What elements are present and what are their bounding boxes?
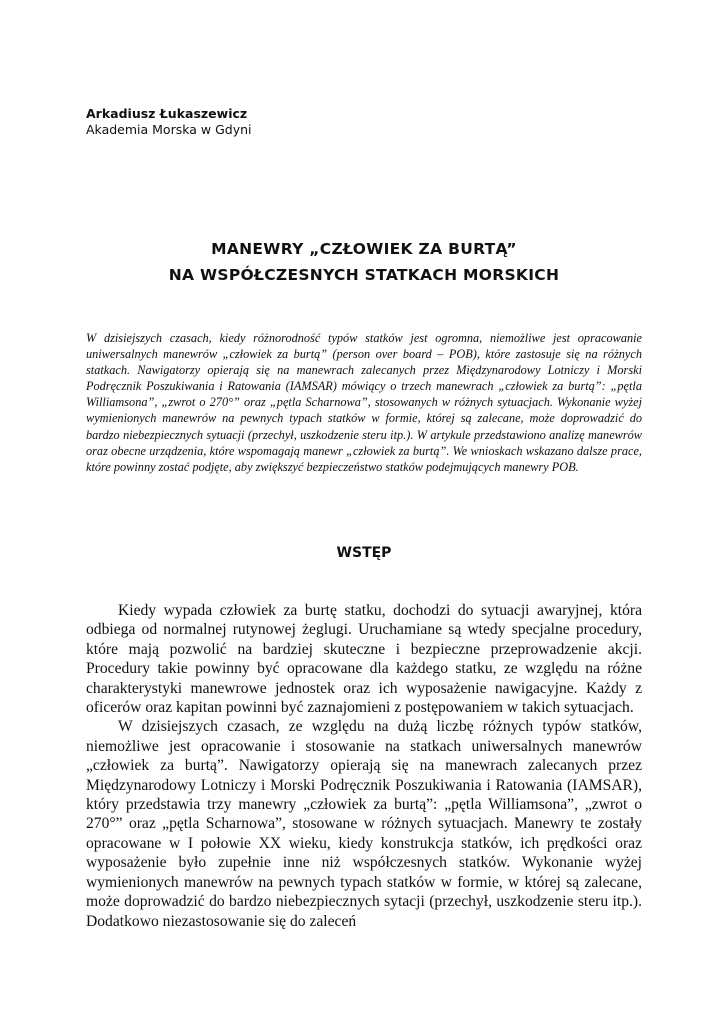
paragraph: Kiedy wypada człowiek za burtę statku, dochodzi do sytuacji awaryjnej, która odbiega od normalnej rutynowej żeglugi. Uruchamiane są wtedy specjalne procedury, które mają pozwolić na bardziej skuteczne i bezpieczne przeprowadzenie akcji. Procedury takie powinny być opracowane dla każdego statku, ze względu na różne charakterystyki manewrowe jednostek oraz ich wyposażenie nawigacyjne. Każdy z oficerów oraz kapitan powinni być zaznajomieni z postępowaniem w takich sytuacjach. bbox=[86, 602, 642, 717]
paragraph: W dzisiejszych czasach, ze względu na dużą liczbę różnych typów statków, niemożliwe jest opracowanie i stosowanie na statkach uniwersalnych manewrów „człowiek za burtą”. Nawigatorzy opierają się na manewrach zalecanych przez Międzynarodowy Lotniczy i Morski Podręcznik Poszukiwania i Ratowania (IAMSAR), który przedstawia trzy manewry „człowiek za burtą”: „pętla Williamsona”, „zwrot o 270°” oraz „pętla Scharnowa”, stosowane w różnych sytuacjach. Manewry te zostały opracowane w I połowie XX wieku, kiedy konstrukcja statków, ich prędkości oraz wyposażenie było zupełnie inne niż współczesnych statków. Wykonanie wyżej wymienionych manewrów na pewnych typach statków w formie, w której są zalecane, może doprowadzić do bardzo niebezpiecznych sytacji (przechył, uszkodzenie steru itp.). Dodatkowo niezastosowanie się do zaleceń bbox=[86, 718, 642, 930]
body-text bbox=[86, 601, 642, 931]
title-line-1: MANEWRY „CZŁOWIEK ZA BURTĄ” bbox=[211, 240, 517, 258]
author-name: Arkadiusz Łukaszewicz bbox=[86, 106, 248, 121]
paper-title bbox=[86, 236, 642, 288]
section-heading: WSTĘP bbox=[336, 545, 392, 561]
author-affiliation: Akademia Morska w Gdyni bbox=[86, 122, 252, 137]
abstract: W dzisiejszych czasach, kiedy różnorodność typów statków jest ogromna, niemożliwe jest opracowanie uniwersalnych manewrów „człowiek za burtą” (person over board – POB), które zastosuje się na różnych statkach. Nawigatorzy opierają się na manewrach zalecanych przez Międzynarodowy Lotniczy i Morski Podręcznik Poszukiwania i Ratowania (IAMSAR) mówiący o trzech manewrach „człowiek za burtą”: „pętla Williamsona”, „zwrot o 270°” oraz „pętla Scharnowa”, stosowanych w różnych sytuacjach. Wykonanie wyżej wymienionych manewrów na pewnych typach statków w formie, której są zalecane, może doprowadzić do bardzo niebezpiecznych sytuacji (przechył, uszkodzenie steru itp.). W artykule przedstawiono analizę manewrów oraz obecne urządzenia, które wspomagają manewr „człowiek za burtą”. We wnioskach wskazano dalsze prace, które powinny zostać podjęte, aby zwiększyć bezpieczeństwo statków podejmujących manewry POB. bbox=[86, 331, 642, 474]
title-line-2: NA WSPÓŁCZESNYCH STATKACH MORSKICH bbox=[168, 266, 560, 284]
author-block bbox=[86, 106, 252, 138]
